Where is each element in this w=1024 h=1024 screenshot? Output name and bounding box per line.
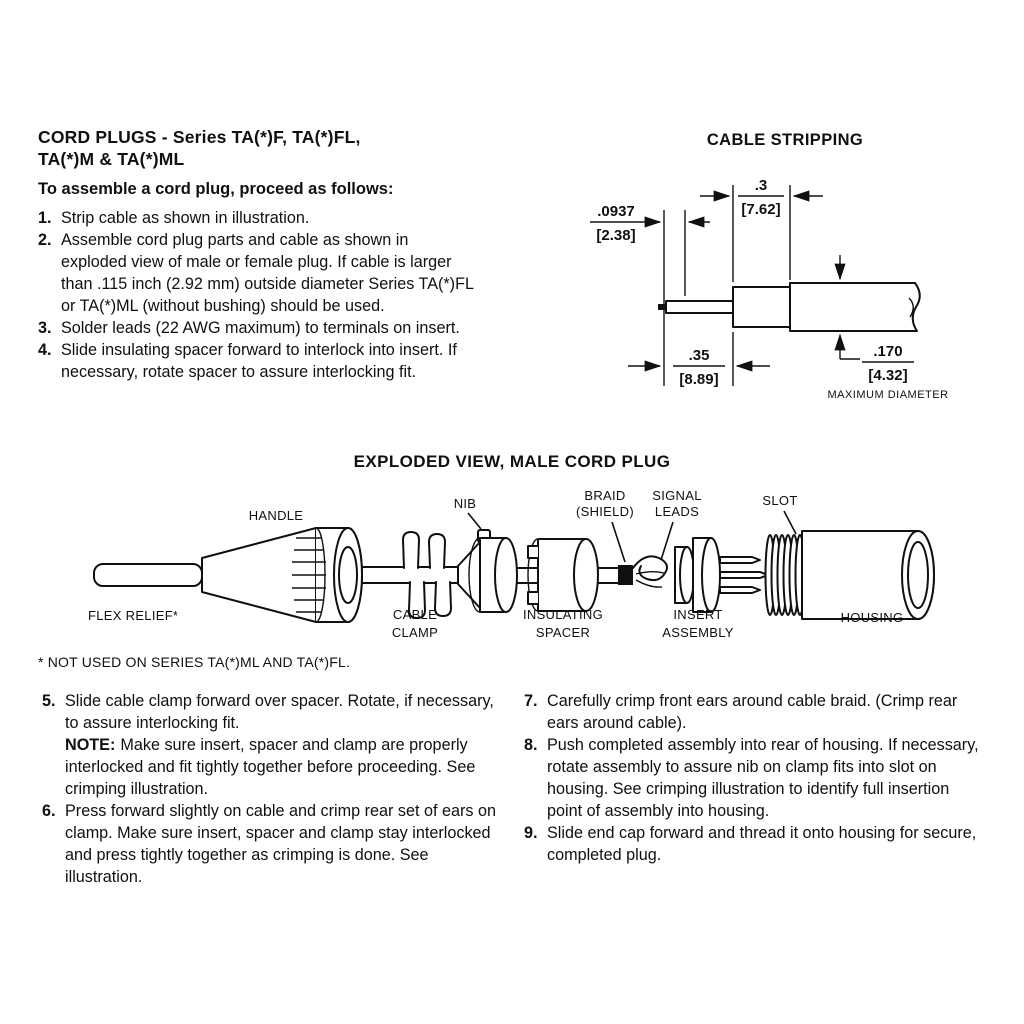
cord-plugs-section [38, 126, 474, 383]
step-text: Strip cable as shown in illustration. [61, 209, 310, 227]
step-5-text: Slide cable clamp forward over spacer. Rotate, if necessary, to assure interlocking fit. [65, 692, 494, 732]
step-5 [42, 690, 508, 800]
dim-dia-mm: [4.32] [868, 367, 908, 384]
step-number: 3. [38, 319, 52, 337]
cable-jacket [790, 283, 920, 331]
signal-leads-label-line2: LEADS [654, 504, 700, 519]
cable-clamp-label-line2: CLAMP [391, 625, 439, 640]
step-text: Press forward slightly on cable and crimp rear set of ears on clamp. Make sure insert, spacer and clamp stay interlocked and press tightly together as crimping is done. See illustration. [65, 802, 496, 886]
step-text: Push completed assembly into rear of housing. If necessary, rotate assembly to assure nib on clamp fits into slot on housing. See crimping illustration to identify full insertion point of assembly into housing. [547, 736, 979, 820]
housing-part [766, 531, 935, 619]
section-title-line1: CORD PLUGS - Series TA(*)F, TA(*)FL, [38, 127, 361, 147]
step-8 [524, 734, 988, 822]
contact-pins [720, 557, 768, 593]
cable-rod [362, 567, 458, 583]
step-text: Solder leads (22 AWG maximum) to terminals on insert. [61, 319, 460, 337]
step-5-note [65, 734, 508, 800]
insulating-spacer-part [528, 539, 598, 611]
step-number: 9. [524, 824, 538, 842]
cable-stripping-diagram [570, 160, 1015, 410]
handle-label: HANDLE [248, 508, 304, 523]
dim-braid [700, 177, 823, 218]
cable-clamp-ears [403, 532, 451, 618]
step-9 [524, 822, 988, 866]
braid-label-line2: (SHIELD) [575, 504, 635, 519]
step-number: 8. [524, 736, 538, 754]
braid-section [733, 287, 790, 327]
cable-clamp-collar [458, 530, 517, 612]
braid-label-line1: BRAID [584, 488, 626, 503]
housing-threads [766, 535, 805, 615]
steps-1-4 [38, 207, 474, 383]
dim-strip-mm: [8.89] [679, 371, 719, 388]
nib-label: NIB [453, 496, 477, 511]
step-number: 2. [38, 231, 52, 249]
steps-5-6 [42, 690, 508, 888]
flex-relief-part [94, 564, 202, 586]
dielectric [666, 301, 733, 313]
footnote: * NOT USED ON SERIES TA(*)ML AND TA(*)FL. [38, 654, 351, 670]
section-title [38, 126, 474, 170]
step-4 [38, 339, 474, 383]
cable-stripping-title: CABLE STRIPPING [706, 131, 864, 149]
step-text: Slide end cap forward and thread it onto housing for secure, completed plug. [547, 824, 977, 864]
step-text [65, 690, 508, 800]
dim-tip-mm: [2.38] [596, 227, 636, 244]
step-text: Carefully crimp front ears around cable braid. (Crimp rear ears around cable). [547, 692, 958, 732]
signal-leads-twist [633, 556, 667, 580]
flex-relief-label: FLEX RELIEF* [88, 608, 179, 623]
step-2 [38, 229, 474, 317]
housing-label: HOUSING [840, 610, 904, 625]
step-text: Slide insulating spacer forward to interlock into insert. If necessary, rotate spacer to assure interlocking fit. [61, 341, 457, 381]
intro-text: To assemble a cord plug, proceed as follows: [38, 180, 394, 198]
dim-dia-inches: .170 [873, 343, 903, 360]
exploded-view-title: EXPLODED VIEW, MALE CORD PLUG [353, 452, 671, 471]
step-7 [524, 690, 988, 734]
insulating-spacer-label-line1: INSULATING [522, 607, 604, 622]
steps-7-9 [524, 690, 988, 866]
step-number: 6. [42, 802, 56, 820]
insert-assembly-label-line1: INSERT [673, 607, 723, 622]
insulating-spacer-label-line2: SPACER [535, 625, 591, 640]
insert-assembly-label-line2: ASSEMBLY [662, 625, 734, 640]
handle-cable-hole [339, 547, 357, 603]
note-text: Make sure insert, spacer and clamp are properly interlocked and fit tightly together before proceeding. See crimping illustration. [65, 736, 476, 798]
dim-braid-inches: .3 [754, 177, 768, 194]
housing-opening [908, 542, 928, 608]
stripped-cable [658, 283, 920, 331]
step-1 [38, 207, 474, 229]
step-number: 4. [38, 341, 52, 359]
max-diameter-caption: MAXIMUM DIAMETER [827, 389, 949, 401]
spacer-interlock-teeth [528, 546, 538, 604]
step-3 [38, 317, 474, 339]
note-label: NOTE: [65, 736, 116, 754]
signal-leads-label-line1: SIGNAL [652, 488, 702, 503]
handle-part [202, 528, 362, 622]
dim-braid-mm: [7.62] [741, 201, 781, 218]
dim-tip-inches: .0937 [597, 203, 635, 220]
step-number: 5. [42, 692, 56, 710]
section-title-line2: TA(*)M & TA(*)ML [38, 149, 185, 169]
braid-shield [618, 565, 633, 585]
insert-assembly-part [675, 538, 768, 612]
cable-clamp-label-line1: CABLE [392, 607, 438, 622]
slot-label: SLOT [762, 493, 798, 508]
dim-tip [590, 203, 710, 244]
step-text: Assemble cord plug parts and cable as shown in exploded view of male or female plug. If cable is larger than .115 inch (2.92 mm) outside diameter Series TA(*)FL or TA(*)ML (without bushing) should be used. [61, 231, 474, 315]
exploded-view-diagram [80, 480, 992, 666]
cable-end [598, 556, 667, 587]
step-number: 1. [38, 209, 52, 227]
step-number: 7. [524, 692, 538, 710]
dim-strip-inches: .35 [688, 347, 710, 364]
step-6 [42, 800, 508, 888]
dim-strip-length [628, 347, 770, 388]
